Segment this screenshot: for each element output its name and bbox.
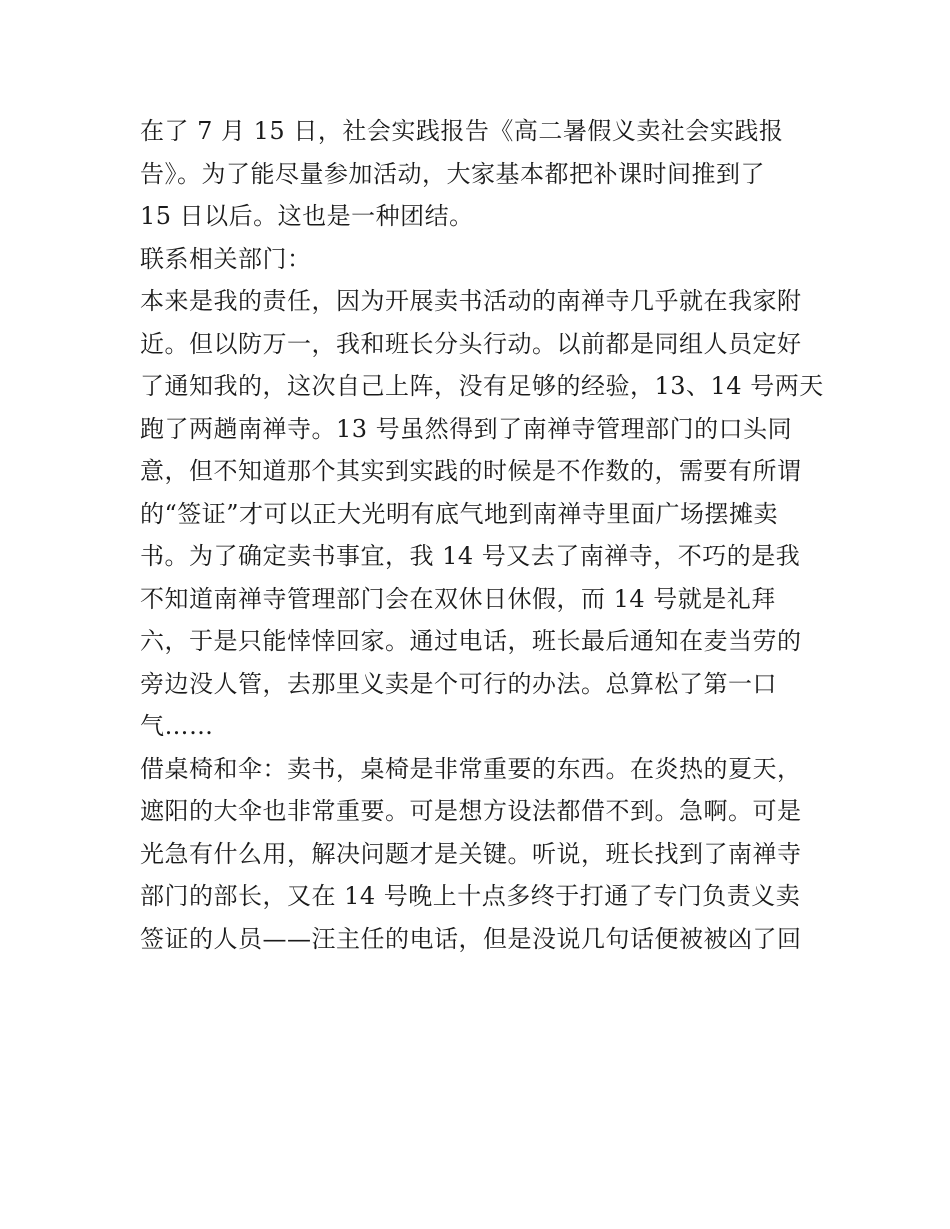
text-line-18: 光急有什么用，解决问题才是关键。听说，班长找到了南禅寺 <box>140 839 802 868</box>
text-line-12: 不知道南禅寺管理部门会在双休日休假，而 14 号就是礼拜 <box>140 584 776 613</box>
text-line-6: 近。但以防万一，我和班长分头行动。以前都是同组人员定好 <box>140 329 802 358</box>
text-line-9: 意，但不知道那个其实到实践的时候是不作数的，需要有所谓 <box>140 457 802 485</box>
text-line-1: 在了 7 月 15 日，社会实践报告《高二暑假义卖社会实践报 <box>140 117 784 145</box>
text-line-14: 旁边没人管，去那里义卖是个可行的办法。总算松了第一口 <box>140 669 777 698</box>
text-line-20: 签证的人员——汪主任的电话，但是没说几句话便被被凶了回 <box>140 924 802 953</box>
text-line-7: 了通知我的，这次自己上阵，没有足够的经验，13、14 号两天 <box>140 372 824 400</box>
text-line-3: 15 日以后。这也是一种团结。 <box>140 202 474 230</box>
text-line-10: 的“签证”才可以正大光明有底气地到南禅寺里面广场摆摊卖 <box>140 499 779 528</box>
text-line-19: 部门的部长，又在 14 号晚上十点多终于打通了专门负责义卖 <box>140 882 801 910</box>
text-line-17: 遮阳的大伞也非常重要。可是想方设法都借不到。急啊。可是 <box>140 797 802 825</box>
body-text <box>140 110 830 960</box>
text-line-5: 本来是我的责任，因为开展卖书活动的南禅寺几乎就在我家附 <box>140 287 802 315</box>
section-heading-contact: 联系相关部门： <box>140 244 312 273</box>
text-line-8: 跑了两趟南禅寺。13 号虽然得到了南禅寺管理部门的口头同 <box>140 414 793 443</box>
text-line-15: 气…… <box>140 712 214 740</box>
text-line-2: 告》。为了能尽量参加活动，大家基本都把补课时间推到了 <box>140 159 765 188</box>
text-line-11: 书。为了确定卖书事宜，我 14 号又去了南禅寺，不巧的是我 <box>140 542 801 570</box>
section-heading-borrow: 借桌椅和伞：卖书，桌椅是非常重要的东西。在炎热的夏天， <box>140 754 802 783</box>
text-line-13: 六，于是只能悻悻回家。通过电话，班长最后通知在麦当劳的 <box>140 627 802 655</box>
